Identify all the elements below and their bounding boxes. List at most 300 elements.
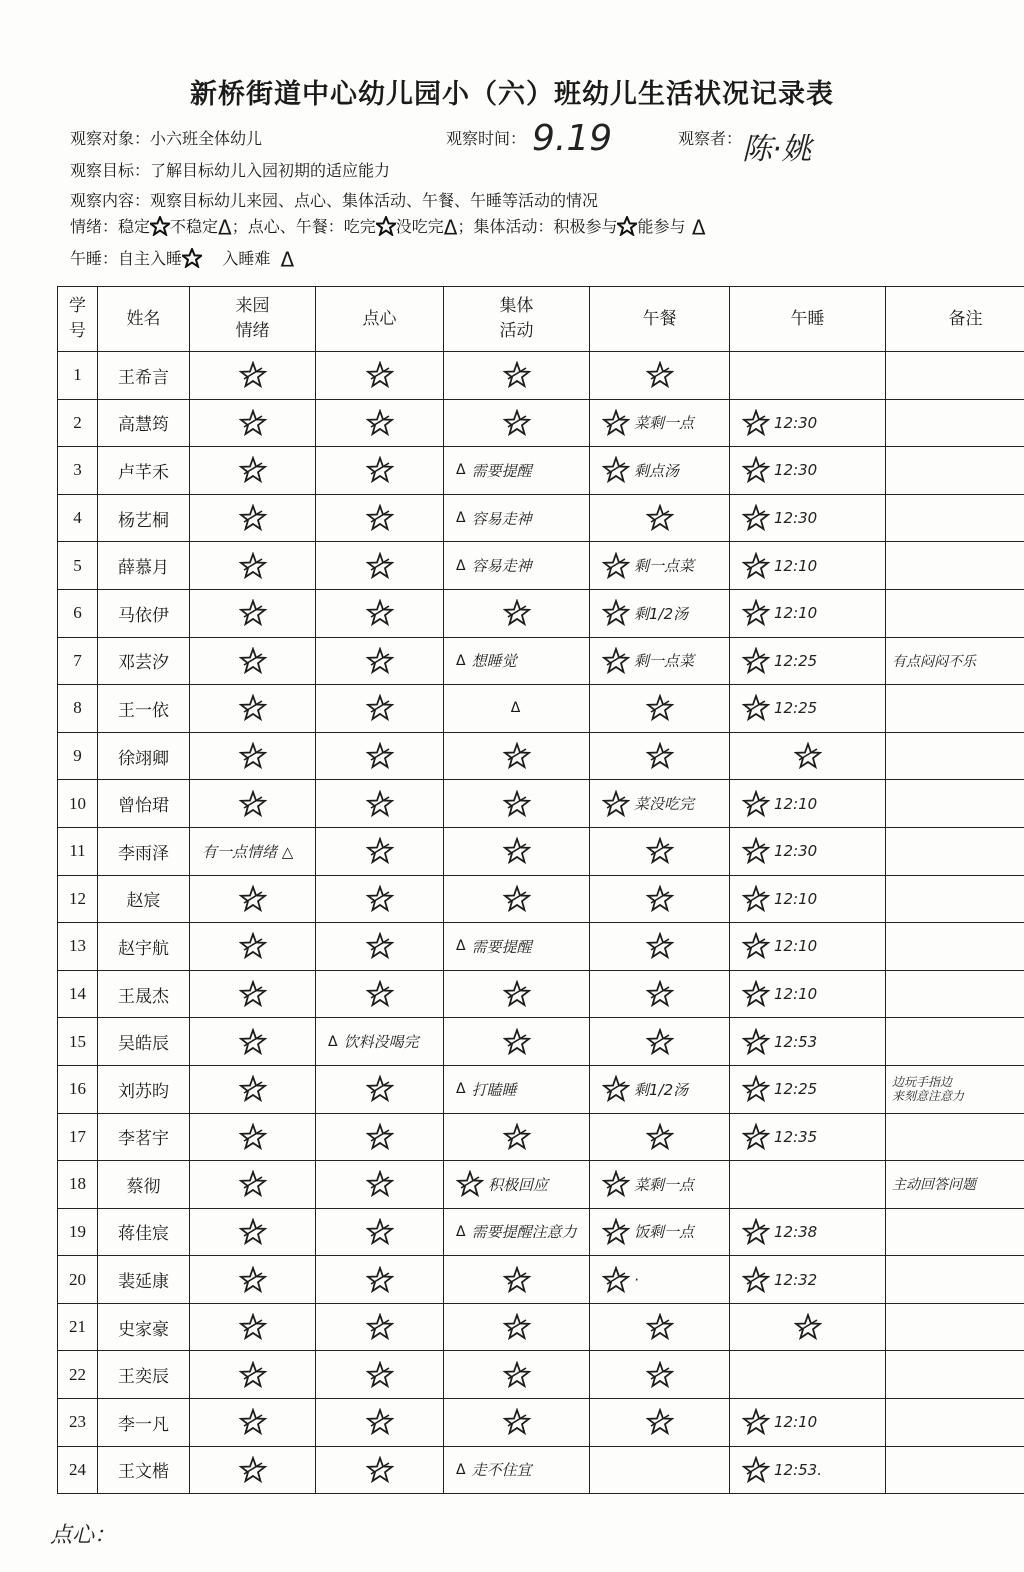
student-number: 21 [58,1303,98,1351]
group-note: 积极回应 [488,1175,549,1194]
star-check-icon [503,1361,531,1389]
star-check-icon [239,694,267,722]
lunch-cell [590,399,730,447]
group-note: 打瞌睡 [471,1080,517,1099]
star-check-icon [503,742,531,770]
lunch-cell [590,732,730,780]
star-check-icon [503,409,531,437]
observer-label: 观察者： [678,129,743,148]
group-cell [444,1446,590,1494]
star-check-icon [646,694,674,722]
triangle-icon: Δ [218,215,232,240]
star-check-icon [602,1170,630,1198]
mood-cell [190,780,316,828]
nap-note: 12:32 [774,1270,818,1289]
snack-cell [316,589,444,637]
nap-cell [730,1018,886,1066]
star-check-icon [239,742,267,770]
star-check-icon [366,552,394,580]
nap-note: 12:53. [774,1460,822,1479]
star-check-icon [239,1028,267,1056]
star-check-icon [602,599,630,627]
mood-cell [190,1161,316,1209]
remark-cell [886,542,1024,590]
triangle-icon: Δ [456,510,466,527]
snack-cell [316,970,444,1018]
lunch-cell [590,1065,730,1113]
group-cell [444,494,590,542]
lunch-cell [590,352,730,400]
group-cell [444,875,590,923]
lunch-note: 剩一点菜 [634,557,695,576]
student-number: 9 [58,732,98,780]
student-number: 14 [58,970,98,1018]
lunch-note: 剩1/2汤 [634,1080,689,1099]
mood-cell [190,1018,316,1066]
lunch-cell [590,494,730,542]
star-check-icon [239,885,267,913]
star-check-icon [602,1266,630,1294]
student-number: 5 [58,542,98,590]
student-name: 裴延康 [98,1256,190,1304]
nap-note: 12:30 [774,461,818,480]
nap-note: 12:25 [774,651,818,670]
remark-cell [886,637,1024,685]
lunch-cell [590,970,730,1018]
star-check-icon [366,1218,394,1246]
lunch-note: 剩1/2汤 [634,604,689,623]
star-check-icon [742,1266,770,1294]
table-row [58,685,1024,733]
star-check-icon [366,599,394,627]
star-check-icon [742,694,770,722]
triangle-icon: Δ [456,938,466,955]
remark-note: 有点闷闷不乐 [892,653,976,670]
page-title: 新桥街道中心幼儿园小（六）班幼儿生活状况记录表 [190,79,834,110]
mood-cell [190,352,316,400]
group-note: 想睡觉 [471,652,517,671]
lunch-cell [590,1256,730,1304]
remark-cell [886,1256,1024,1304]
lunch-cell [590,1208,730,1256]
nap-note: 12:10 [774,794,818,813]
remark-cell [886,1018,1024,1066]
snack-cell [316,923,444,971]
remark-cell [886,1208,1024,1256]
star-check-icon [366,790,394,818]
remark-cell [886,732,1024,780]
legend-unstable: 不稳定 [170,217,219,236]
star-check-icon [646,837,674,865]
group-cell [444,589,590,637]
student-name: 高慧筠 [98,399,190,447]
star-check-icon [239,1456,267,1484]
group-cell [444,923,590,971]
star-check-icon [366,504,394,532]
star-icon [182,248,202,272]
snack-cell [316,637,444,685]
table-row [58,923,1024,971]
lunch-cell [590,1113,730,1161]
star-check-icon [646,1408,674,1436]
nap-note: 12:53 [774,1032,818,1051]
legend-hard: 入睡难 [222,249,271,268]
snack-cell [316,1256,444,1304]
lunch-cell [590,637,730,685]
mood-cell [190,827,316,875]
col-header-mood: 来园情绪 [190,287,316,352]
student-name: 王晟杰 [98,970,190,1018]
lunch-note: 剩点汤 [634,461,680,480]
star-check-icon [239,456,267,484]
star-check-icon [239,361,267,389]
student-name: 赵宸 [98,875,190,923]
nap-note: 12:30 [774,509,818,528]
group-cell [444,399,590,447]
star-check-icon [366,932,394,960]
snack-cell [316,732,444,780]
remark-cell [886,923,1024,971]
table-row [58,1446,1024,1494]
star-check-icon [366,694,394,722]
student-name: 刘苏昀 [98,1065,190,1113]
student-name: 徐翊卿 [98,732,190,780]
group-cell [444,1351,590,1399]
star-check-icon [742,1123,770,1151]
star-check-icon [646,1028,674,1056]
time-label: 观察时间： [446,129,527,148]
star-check-icon [239,1313,267,1341]
remark-cell [886,1399,1024,1447]
student-number: 1 [58,352,98,400]
group-note: 容易走神 [471,509,532,528]
lunch-cell [590,542,730,590]
remark-cell [886,1446,1024,1494]
star-check-icon [602,552,630,580]
legend-line-2 [70,246,294,272]
nap-cell [730,1399,886,1447]
col-header-name: 姓名 [98,287,190,352]
col-header-no: 学号 [58,287,98,352]
table-row [58,494,1024,542]
student-name: 李一凡 [98,1399,190,1447]
lunch-cell [590,685,730,733]
star-check-icon [239,1075,267,1103]
star-check-icon [742,552,770,580]
triangle-icon: Δ [456,1081,466,1098]
observer-value: 陈·姚 [742,132,812,167]
star-check-icon [503,361,531,389]
group-cell [444,447,590,495]
star-check-icon [646,361,674,389]
mood-cell [190,542,316,590]
group-note: 容易走神 [471,557,532,576]
triangle-icon: Δ [456,1223,466,1240]
star-check-icon [456,1170,484,1198]
star-check-icon [602,456,630,484]
mood-cell [190,1256,316,1304]
mood-cell [190,1399,316,1447]
col-header-group: 集体活动 [444,287,590,352]
nap-note: 12:10 [774,604,818,623]
table-row [58,1303,1024,1351]
star-check-icon [503,1313,531,1341]
star-check-icon [239,790,267,818]
nap-cell [730,970,886,1018]
student-name: 蒋佳宸 [98,1208,190,1256]
mood-cell [190,447,316,495]
group-cell [444,1256,590,1304]
legend-line-1 [70,214,706,240]
snack-cell [316,780,444,828]
star-check-icon [742,409,770,437]
group-cell [444,1018,590,1066]
star-check-icon [646,932,674,960]
remark-cell [886,685,1024,733]
col-header-lunch: 午餐 [590,287,730,352]
remark-cell [886,1303,1024,1351]
table-row [58,780,1024,828]
nap-note: 12:30 [774,413,818,432]
group-cell [444,685,590,733]
star-check-icon [742,1218,770,1246]
star-check-icon [646,1313,674,1341]
student-number: 13 [58,923,98,971]
star-icon [617,216,637,240]
lunch-cell [590,447,730,495]
star-check-icon [742,599,770,627]
star-check-icon [794,742,822,770]
nap-note: 12:10 [774,889,818,908]
snack-cell [316,685,444,733]
star-check-icon [646,742,674,770]
student-number: 7 [58,637,98,685]
student-number: 24 [58,1446,98,1494]
mood-cell [190,494,316,542]
group-cell [444,780,590,828]
group-cell [444,1113,590,1161]
nap-cell [730,1065,886,1113]
star-check-icon [602,1075,630,1103]
table-row [58,1161,1024,1209]
student-number: 20 [58,1256,98,1304]
star-check-icon [742,790,770,818]
student-name: 王希言 [98,352,190,400]
remark-cell [886,399,1024,447]
lunch-cell [590,589,730,637]
star-check-icon [239,1266,267,1294]
triangle-icon: Δ [685,215,706,240]
meta-line-1 [70,126,262,149]
nap-cell [730,1303,886,1351]
star-check-icon [742,980,770,1008]
table-row [58,542,1024,590]
star-check-icon [239,1218,267,1246]
snack-cell [316,1065,444,1113]
group-note: 需要提醒 [471,461,532,480]
snack-cell [316,1399,444,1447]
group-note: 需要提醒注意力 [471,1223,577,1242]
student-name: 邓芸汐 [98,637,190,685]
nap-cell [730,589,886,637]
snack-cell [316,875,444,923]
star-check-icon [366,1170,394,1198]
remark-cell [886,352,1024,400]
star-icon [150,216,170,240]
nap-note: 12:38 [774,1222,818,1241]
nap-note: 12:35 [774,1127,818,1146]
star-check-icon [646,1361,674,1389]
lunch-cell [590,875,730,923]
legend-mood: 情绪：稳定 [70,217,151,236]
star-check-icon [239,599,267,627]
star-check-icon [366,647,394,675]
nap-cell [730,542,886,590]
student-number: 3 [58,447,98,495]
snack-cell [316,827,444,875]
nap-cell [730,923,886,971]
lunch-note: 菜剩一点 [634,1175,695,1194]
star-check-icon [503,1408,531,1436]
legend-can: 能参与 [637,217,686,236]
star-check-icon [742,1456,770,1484]
group-cell [444,732,590,780]
triangle-icon: Δ [328,1033,338,1050]
nap-note: 12:10 [774,1413,818,1432]
star-check-icon [646,980,674,1008]
nap-cell [730,399,886,447]
lunch-cell [590,1399,730,1447]
star-check-icon [366,1456,394,1484]
nap-cell [730,447,886,495]
star-check-icon [503,980,531,1008]
star-check-icon [503,837,531,865]
group-cell [444,827,590,875]
star-check-icon [366,409,394,437]
lunch-note: 饭剩一点 [634,1223,695,1242]
student-name: 王奕辰 [98,1351,190,1399]
star-check-icon [239,1361,267,1389]
nap-note: 12:10 [774,985,818,1004]
footer-note: 点心： [50,1523,117,1548]
student-number: 19 [58,1208,98,1256]
nap-note: 12:25 [774,1080,818,1099]
nap-note: 12:30 [774,842,818,861]
group-cell [444,1303,590,1351]
table-row [58,589,1024,637]
star-check-icon [503,1266,531,1294]
student-name: 薛慕月 [98,542,190,590]
star-check-icon [602,647,630,675]
mood-cell [190,970,316,1018]
student-name: 吴皓辰 [98,1018,190,1066]
remark-cell [886,1161,1024,1209]
group-cell [444,542,590,590]
star-icon [376,216,396,240]
star-check-icon [239,1123,267,1151]
student-number: 2 [58,399,98,447]
star-check-icon [503,599,531,627]
table-row [58,399,1024,447]
table-row [58,1399,1024,1447]
table-row [58,875,1024,923]
star-check-icon [239,1408,267,1436]
group-cell [444,1399,590,1447]
nap-cell [730,1446,886,1494]
student-number: 4 [58,494,98,542]
nap-cell [730,352,886,400]
student-name: 史家豪 [98,1303,190,1351]
remark-note: 边玩手指边 来刻意注意力 [892,1074,965,1104]
star-check-icon [602,1218,630,1246]
star-check-icon [742,932,770,960]
student-name: 蔡彻 [98,1161,190,1209]
nap-note: 12:25 [774,699,818,718]
student-number: 10 [58,780,98,828]
star-check-icon [239,552,267,580]
table-body [58,352,1024,1494]
nap-cell [730,827,886,875]
lunch-note: 菜剩一点 [634,414,695,433]
nap-cell [730,685,886,733]
star-check-icon [503,1028,531,1056]
star-check-icon [794,1313,822,1341]
student-name: 卢芊禾 [98,447,190,495]
star-check-icon [503,790,531,818]
triangle-icon: Δ [456,1461,466,1478]
time-label-wrap [446,126,526,149]
remark-cell [886,1351,1024,1399]
star-check-icon [742,1028,770,1056]
group-note: 需要提醒 [471,937,532,956]
star-check-icon [366,742,394,770]
student-number: 16 [58,1065,98,1113]
legend-not-finished: 没吃完 [395,217,444,236]
star-check-icon [602,409,630,437]
student-number: 6 [58,589,98,637]
col-header-snack: 点心 [316,287,444,352]
table-row [58,1018,1024,1066]
mood-cell [190,399,316,447]
star-check-icon [646,504,674,532]
lunch-note: · [634,1270,639,1289]
student-name: 曾怡珺 [98,780,190,828]
snack-cell [316,1208,444,1256]
lunch-cell [590,827,730,875]
group-cell [444,1065,590,1113]
snack-cell [316,1113,444,1161]
remark-cell [886,494,1024,542]
student-name: 赵宇航 [98,923,190,971]
snack-cell [316,352,444,400]
snack-cell [316,1018,444,1066]
star-check-icon [366,456,394,484]
snack-cell [316,1351,444,1399]
remark-cell [886,780,1024,828]
student-name: 马依伊 [98,589,190,637]
mood-cell [190,637,316,685]
goal-line: 观察目标：了解目标幼儿入园初期的适应能力 [70,161,391,180]
student-number: 12 [58,875,98,923]
col-header-remark: 备注 [886,287,1024,352]
nap-cell [730,875,886,923]
group-cell [444,352,590,400]
star-check-icon [742,837,770,865]
star-check-icon [239,409,267,437]
nap-note: 12:10 [774,556,818,575]
subject-label: 观察对象：小六班全体幼儿 [70,129,263,148]
lunch-note: 剩一点菜 [634,652,695,671]
